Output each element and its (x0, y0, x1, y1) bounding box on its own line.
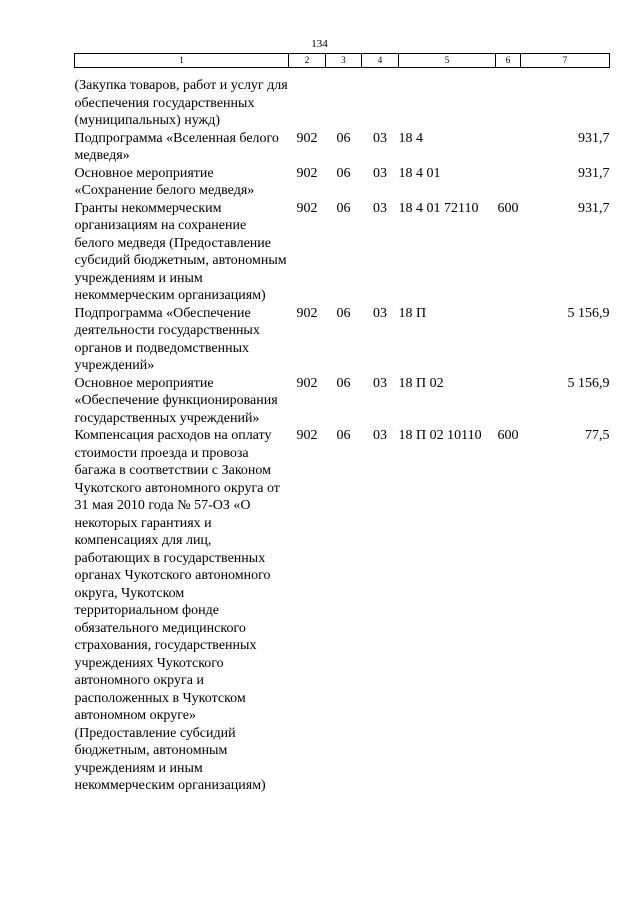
table-row (75, 68, 610, 130)
row-target-item: 18 4 01 72110 (398, 200, 479, 216)
column-header-3: 3 (326, 54, 362, 68)
row-name: Подпрограмма «Вселенная белого медведя» (74, 130, 279, 163)
row-amount: 931,7 (578, 130, 610, 146)
row-grbs (289, 68, 326, 130)
table-row (75, 375, 610, 428)
table-row (75, 427, 610, 795)
row-subsection (362, 68, 399, 130)
row-target-item: 18 4 (398, 130, 423, 146)
row-subsection: 03 (373, 428, 387, 443)
row-grbs: 902 (296, 165, 318, 181)
row-name: Основное мероприятие «Обеспечение функционирования государственных учреждений» (74, 375, 278, 426)
row-expense-type: 600 (497, 200, 519, 216)
column-header-6: 6 (496, 54, 521, 68)
table-row (75, 165, 610, 200)
row-target-item: 18 П 02 10110 (398, 428, 482, 443)
row-grbs: 902 (296, 200, 318, 216)
table-row (75, 200, 610, 305)
row-expense-type (496, 305, 521, 375)
column-header-2: 2 (289, 54, 326, 68)
row-amount: 931,7 (578, 165, 610, 181)
row-subsection: 03 (373, 375, 387, 391)
row-name: Гранты некоммерческим организациям на сохранение белого медведя (Предоставление субсидий бюджетным, автономным учреждениям и иным некоммерческим организациям) (74, 200, 287, 303)
column-header-5: 5 (399, 54, 496, 68)
row-subsection: 03 (373, 165, 387, 181)
row-amount: 77,5 (585, 428, 610, 443)
row-amount (521, 68, 610, 130)
row-target-item: 18 4 01 (398, 165, 441, 181)
row-expense-type (496, 68, 521, 130)
row-section: 06 (336, 375, 351, 391)
row-name: Основное мероприятие «Сохранение белого медведя» (74, 165, 255, 198)
row-subsection: 03 (373, 305, 387, 321)
row-expense-type (496, 130, 521, 165)
row-section: 06 (336, 165, 351, 181)
row-expense-type (496, 375, 521, 428)
column-number-row (75, 54, 610, 68)
row-name: (Закупка товаров, работ и услуг для обеспечения государственных (муниципальных) нужд) (74, 78, 288, 128)
row-section: 06 (336, 200, 351, 216)
row-grbs: 902 (296, 428, 318, 443)
row-expense-type (496, 165, 521, 200)
row-grbs: 902 (296, 305, 318, 321)
row-section (326, 68, 362, 130)
row-grbs: 902 (296, 130, 318, 146)
column-header-7: 7 (521, 54, 610, 68)
row-section: 06 (336, 130, 351, 146)
row-section: 06 (336, 305, 351, 321)
table-row (75, 305, 610, 375)
row-target-item (399, 68, 496, 130)
row-target-item: 18 П (398, 305, 427, 321)
table-row (75, 130, 610, 165)
row-amount: 5 156,9 (567, 305, 610, 321)
page-number: 134 (311, 38, 328, 50)
column-header-1: 1 (75, 54, 289, 68)
column-header-4: 4 (362, 54, 399, 68)
row-amount: 5 156,9 (567, 375, 610, 391)
row-name: Подпрограмма «Обеспечение деятельности государственных органов и подведомственных учреждений» (74, 305, 260, 373)
row-name: Компенсация расходов на оплату стоимости проезда и провоза багажа в соответствии с Законом Чукотского автономного округа от 31 мая 2010 года № 57-ОЗ «О некоторых гарантиях и компенсациях для лиц, работающих в государственных органах Чукотского автономного округа, Чукотском территориальном фонде обязательного медицинского страхования, государственных учреждениях Чукотского автономного округа и расположенных в Чукотском автономном округе» (Предоставление субсидий бюджетным, автономным учреждениям и иным некоммерческим организациям) (74, 428, 280, 793)
row-amount: 931,7 (578, 200, 610, 216)
budget-table (74, 53, 610, 795)
row-expense-type: 600 (497, 428, 519, 443)
row-subsection: 03 (373, 130, 387, 146)
row-grbs: 902 (296, 375, 318, 391)
row-section: 06 (336, 428, 351, 443)
row-target-item: 18 П 02 (398, 375, 444, 391)
row-subsection: 03 (373, 200, 387, 216)
